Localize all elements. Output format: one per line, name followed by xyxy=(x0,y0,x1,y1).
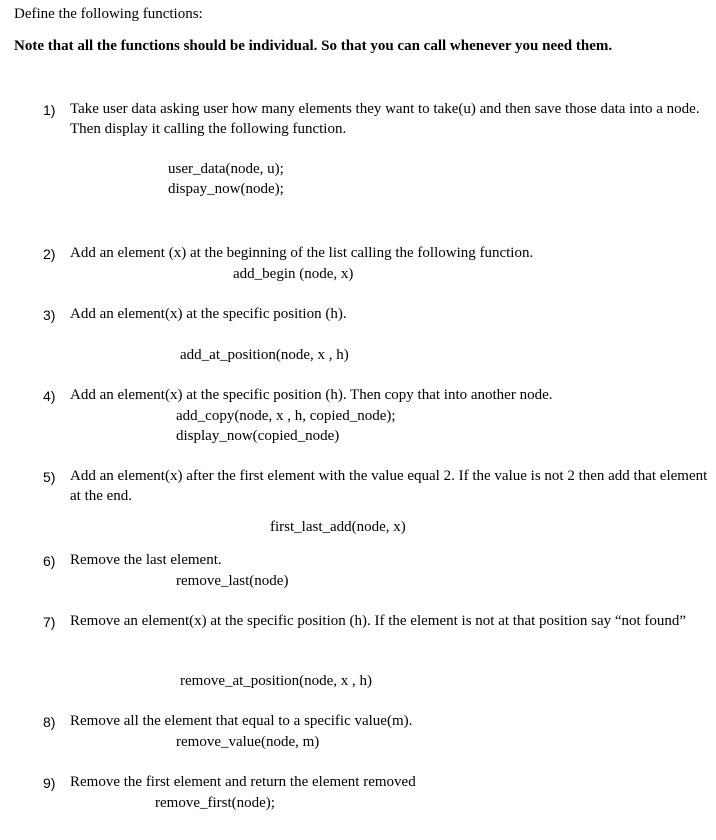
item-text: Remove an element(x) at the specific position (h). If the element is not at that position say “not found” xyxy=(70,613,687,629)
item-number: 9) xyxy=(43,775,56,791)
item-text: Add an element(x) at the specific position (h). Then copy that into another node. xyxy=(70,387,553,403)
intro-line: Define the following functions: xyxy=(14,6,203,22)
item-number: 1) xyxy=(43,102,56,118)
item-text: Add an element(x) after the first element with the value equal 2. If the value is not 2 then add that element at the end. xyxy=(70,468,708,504)
code-line: remove_value(node, m) xyxy=(176,734,320,750)
item-text: Add an element (x) at the beginning of the list calling the following function. xyxy=(70,245,534,261)
item-text: Remove all the element that equal to a specific value(m). xyxy=(70,713,413,729)
code-line: remove_last(node) xyxy=(176,573,289,589)
note-line: Note that all the functions should be individual. So that you can call whenever you need them. xyxy=(14,38,613,54)
code-line: user_data(node, u); xyxy=(168,161,284,177)
item-text: Remove the last element. xyxy=(70,552,222,568)
item-number: 2) xyxy=(43,246,56,262)
item-text: Add an element(x) at the specific position (h). xyxy=(70,306,347,322)
code-line: add_begin (node, x) xyxy=(233,266,354,282)
code-line: dispay_now(node); xyxy=(168,181,284,197)
code-line: first_last_add(node, x) xyxy=(270,519,406,535)
item-text: Remove the first element and return the element removed xyxy=(70,774,416,790)
item-number: 5) xyxy=(43,469,56,485)
item-text: Take user data asking user how many elements they want to take(u) and then save those data into a node. Then display it calling the following function. xyxy=(70,101,700,137)
code-line: remove_first(node); xyxy=(155,795,275,811)
item-number: 3) xyxy=(43,307,56,323)
item-number: 7) xyxy=(43,614,56,630)
code-line: remove_at_position(node, x , h) xyxy=(180,673,373,689)
item-number: 4) xyxy=(43,388,56,404)
code-line: add_at_position(node, x , h) xyxy=(180,347,349,363)
item-number: 6) xyxy=(43,553,56,569)
item-number: 8) xyxy=(43,714,56,730)
code-line: display_now(copied_node) xyxy=(176,428,340,444)
code-line: add_copy(node, x , h, copied_node); xyxy=(176,408,396,424)
